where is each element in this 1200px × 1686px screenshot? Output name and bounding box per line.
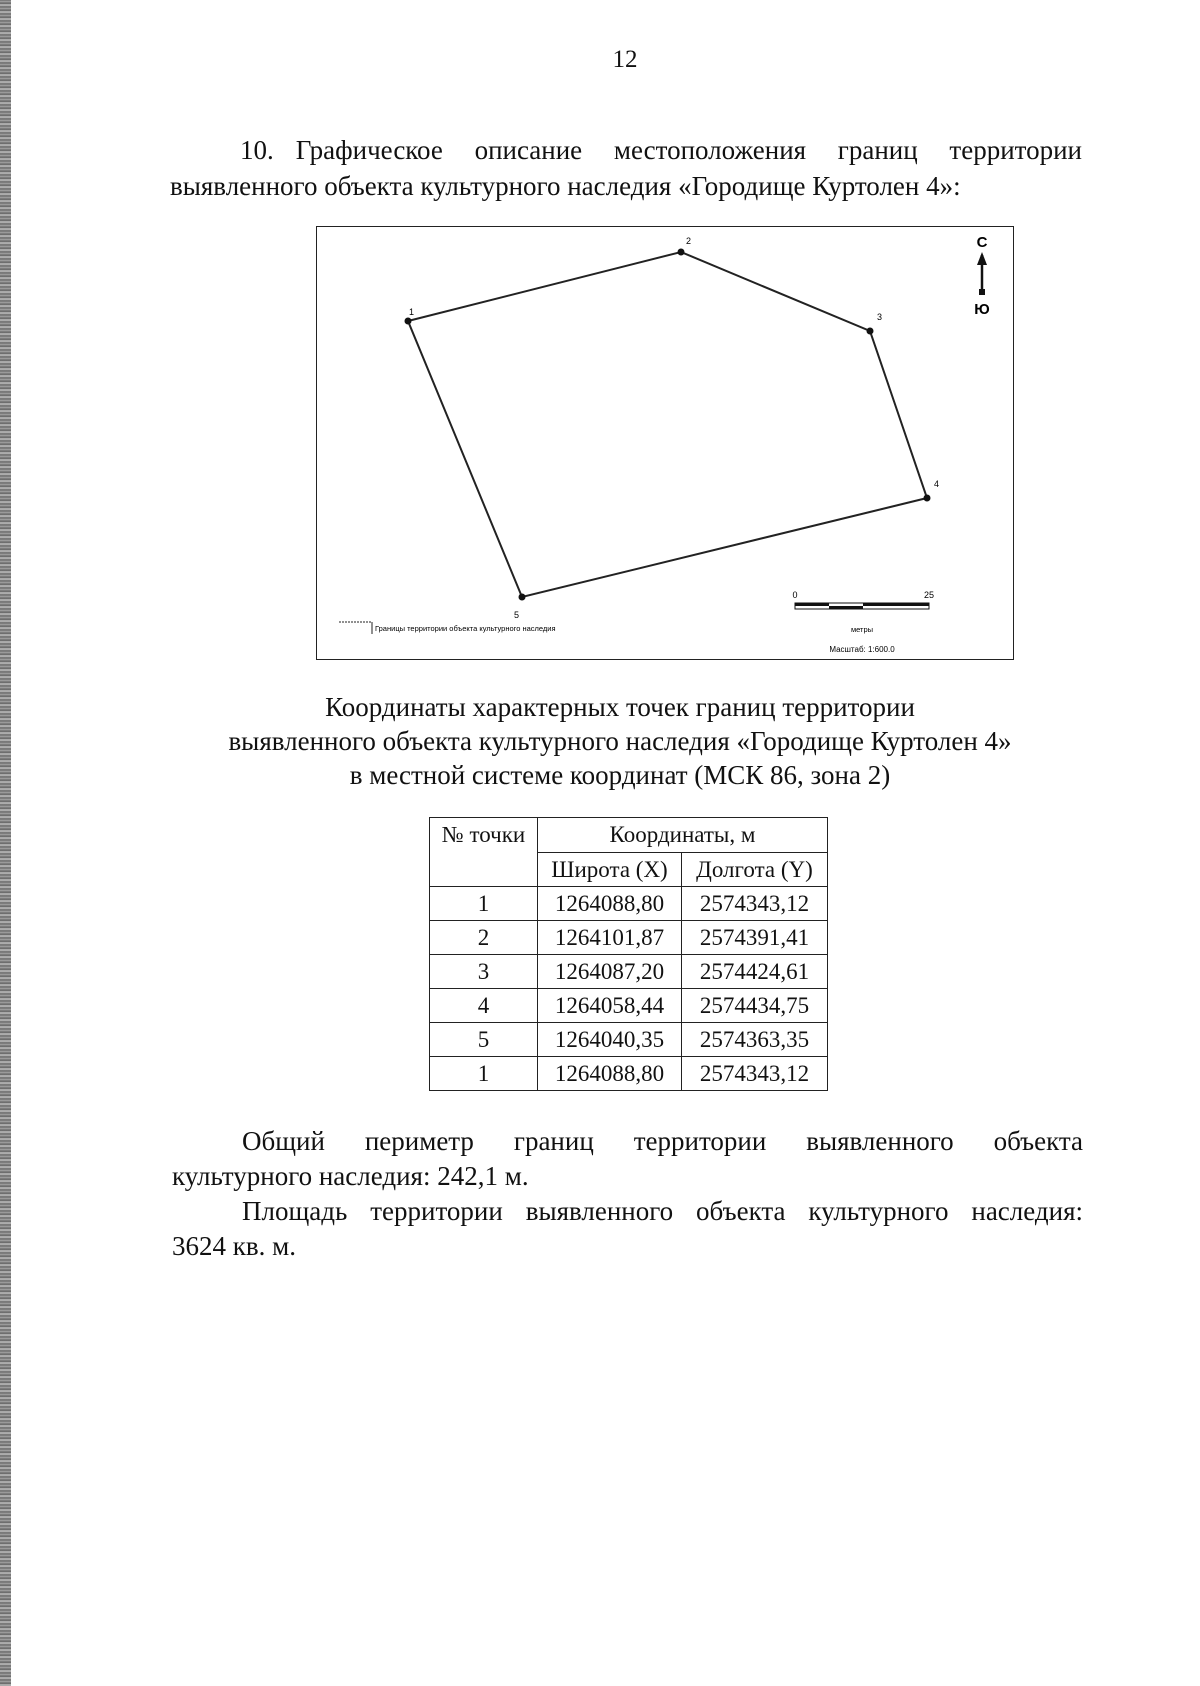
area-line-1: Площадь территории выявленного объекта культурного наследия:: [242, 1196, 1083, 1226]
table-cell-y: 2574434,75: [682, 989, 828, 1023]
table-row: [430, 887, 828, 921]
boundary-map: [316, 226, 1014, 660]
boundary-point-1-label: 1: [409, 307, 415, 317]
scan-edge: [0, 0, 11, 1686]
table-cell-x: 1264088,80: [538, 1057, 682, 1091]
section-heading: [170, 132, 1082, 204]
scale-text: Масштаб: 1:600.0: [829, 645, 895, 654]
boundary-point-4-marker: [924, 495, 931, 502]
perimeter-line-2: культурного наследия: 242,1 м.: [172, 1161, 529, 1191]
summary-block: [172, 1124, 1083, 1264]
boundary-map-drawing: [317, 227, 1015, 661]
table-cell-y: 2574343,12: [682, 887, 828, 921]
table-cell-x: 1264087,20: [538, 955, 682, 989]
column-header-x: Широта (X): [538, 853, 682, 887]
table-cell-y: 2574391,41: [682, 921, 828, 955]
coordinates-table: [429, 817, 828, 1091]
table-cell-point: 3: [430, 955, 538, 989]
coordinates-title-line-2: выявленного объекта культурного наследия «Городище Куртолен 4»: [228, 726, 1012, 756]
table-cell-y: 2574363,35: [682, 1023, 828, 1057]
scale-bar-unit-label: метры: [850, 625, 874, 634]
column-header-y: Долгота (Y): [682, 853, 828, 887]
boundary-point-3-marker: [867, 328, 874, 335]
scale-bar-end-label: 25: [923, 590, 935, 600]
boundary-point-2-marker: [678, 249, 685, 256]
boundary-point-1-marker: [405, 318, 412, 325]
table-cell-x: 1264040,35: [538, 1023, 682, 1057]
table-row: [430, 1057, 828, 1091]
boundary-point-5-marker: [519, 594, 526, 601]
column-header-point: № точки: [430, 818, 538, 887]
column-header-coordinates: Координаты, м: [538, 818, 828, 853]
south-label: Ю: [974, 301, 990, 318]
perimeter-line-1: Общий периметр границ территории выявленного объекта: [242, 1126, 1083, 1156]
table-cell-x: 1264088,80: [538, 887, 682, 921]
coordinates-title-line-1: Координаты характерных точек границ территории: [325, 692, 915, 722]
page-number: 12: [612, 46, 638, 73]
table-header-row: [430, 818, 828, 853]
table-cell-y: 2574343,12: [682, 1057, 828, 1091]
table-cell-point: 5: [430, 1023, 538, 1057]
table-cell-point: 4: [430, 989, 538, 1023]
table-cell-point: 1: [430, 887, 538, 921]
coordinates-title-line-3: в местной системе координат (МСК 86, зона 2): [349, 760, 891, 790]
section-heading-text: Графическое описание местоположения границ территории выявленного объекта культурного наследия «Городище Куртолен 4»:: [170, 135, 1082, 201]
table-row: [430, 989, 828, 1023]
table-cell-point: 1: [430, 1057, 538, 1091]
territory-boundary-polygon: [408, 252, 927, 597]
table-cell-x: 1264101,87: [538, 921, 682, 955]
area-line-2: 3624 кв. м.: [172, 1231, 296, 1261]
legend-label: Границы территории объекта культурного наследия: [375, 624, 556, 633]
north-arrow-icon: [977, 252, 987, 295]
boundary-point-2-label: 2: [686, 236, 692, 246]
boundary-point-4-label: 4: [934, 479, 940, 489]
table-cell-y: 2574424,61: [682, 955, 828, 989]
legend-line-icon: [339, 622, 372, 634]
table-row: [430, 921, 828, 955]
table-row: [430, 955, 828, 989]
section-number: 10.: [240, 135, 274, 165]
table-cell-x: 1264058,44: [538, 989, 682, 1023]
table-row: [430, 1023, 828, 1057]
boundary-point-5-label: 5: [514, 610, 520, 620]
boundary-point-3-label: 3: [877, 312, 883, 322]
scale-bar-start-label: 0: [792, 590, 798, 600]
north-label: С: [976, 234, 988, 251]
coordinates-title: [160, 690, 1080, 792]
table-cell-point: 2: [430, 921, 538, 955]
scale-bar-icon: [795, 603, 929, 609]
